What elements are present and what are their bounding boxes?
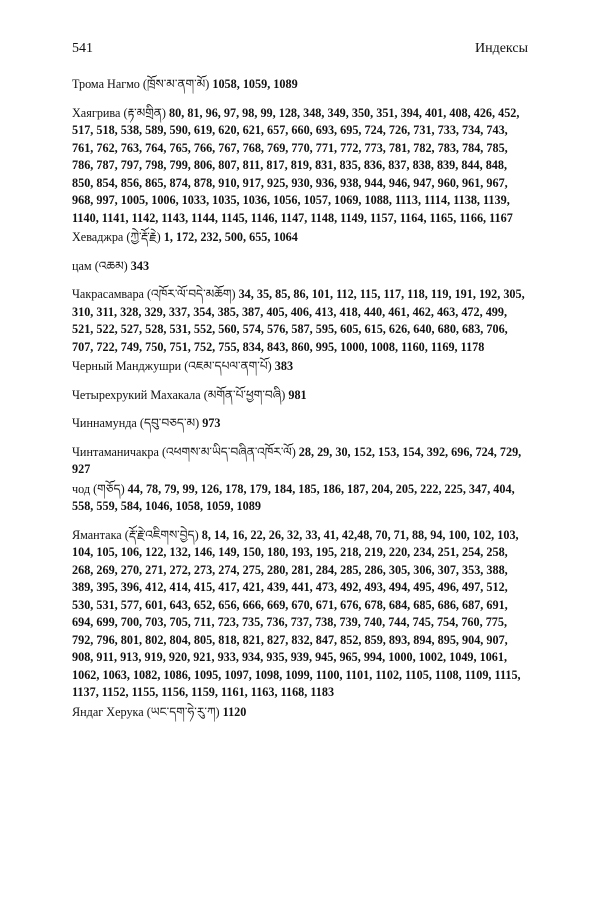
- entry-pages: 973: [202, 416, 221, 430]
- entry-term: Черный Манджушри (འཇམ་དཔལ་ནག་པོ): [72, 359, 272, 373]
- entry-term: Ямантака (རྡོ་རྗེ་འཇིགས་བྱེད): [72, 527, 199, 542]
- entry-term: Чиннамунда (དབུ་བཅད་མ): [72, 416, 200, 430]
- entry-pages: 343: [130, 258, 150, 273]
- entry-term: Четырехрукий Махакала (མགོན་པོ་ཕྱག་བཞི): [72, 387, 286, 402]
- page-number: 541: [72, 41, 93, 56]
- index-entry: [72, 415, 528, 433]
- entry-pages: 1058, 1059, 1089: [212, 77, 298, 91]
- index-entry: [72, 229, 528, 247]
- index-entry: [72, 286, 528, 356]
- index-entry: [72, 76, 528, 94]
- index-entry: [72, 358, 528, 376]
- entry-term: Чакрасамвара (འཁོར་ལོ་བདེ་མཆོག): [72, 287, 236, 301]
- entry-pages: 383: [274, 359, 294, 373]
- index-entry: [72, 387, 528, 405]
- index-entry: [72, 105, 528, 228]
- section-title: Индексы: [474, 41, 528, 56]
- entry-term: Хаягрива (རྟ་མགྲིན): [72, 105, 166, 120]
- index-entry: [72, 704, 528, 722]
- index-entry: [72, 444, 528, 479]
- entry-pages: 1120: [222, 704, 247, 719]
- entry-term: Чинтаманичакра (འཕགས་མ་ཡིད་བཞིན་འཁོར་ལོ): [72, 444, 296, 459]
- entry-pages: 1, 172, 232, 500, 655, 1064: [163, 230, 298, 244]
- index-entry: [72, 527, 528, 702]
- index-entry: [72, 258, 528, 276]
- entry-term: Трома Нагмо (ཁྲོས་མ་ནག་མོ): [72, 77, 210, 91]
- entry-pages: 44, 78, 79, 99, 126, 178, 179, 184, 185, 186, 187, 204, 205, 222, 225, 347, 404, 558, 559, 584, 1046, 1058, 1059, 1089: [72, 481, 515, 513]
- entry-term: Яндаг Херука (ཡང་དག་ཧེ་རུ་ཀ): [72, 704, 220, 719]
- entry-term: цам (འཆམ): [72, 258, 128, 273]
- entry-pages: 981: [288, 387, 307, 402]
- index-entries: [72, 76, 528, 721]
- entry-term: чод (གཅོད): [72, 481, 125, 496]
- entry-pages: 28, 29, 30, 152, 153, 154, 392, 696, 724, 729, 927: [72, 444, 522, 476]
- entry-pages: 8, 14, 16, 22, 26, 32, 33, 41, 42,48, 70, 71, 88, 94, 100, 102, 103, 104, 105, 106, 122, 132, 146, 149, 150, 180, 193, 195, 218, 219, 220, 234, 251, 254, 258, 268, 269, 270, 271, 272, 273, 274, 275, 280, 281, 284, 285, 286, 305, 306, 307, 353, 388, 389, 395, 396, 412, 414, 415, 417, 421, 439, 441, 473, 492, 493, 494, 495, 496, 497, 512, 530, 531, 577, 601, 643, 652, 656, 666, 669, 670, 671, 676, 678, 684, 685, 686, 687, 691, 694, 699, 700, 703, 705, 711, 723, 735, 736, 737, 738, 739, 740, 744, 745, 754, 760, 775, 792, 796, 801, 802, 804, 805, 818, 821, 827, 832, 847, 852, 859, 893, 894, 895, 904, 907, 908, 911, 913, 919, 920, 921, 933, 934, 935, 939, 945, 965, 994, 1000, 1002, 1049, 1061, 1062, 1063, 1082, 1086, 1095, 1097, 1098, 1099, 1100, 1101, 1102, 1105, 1108, 1109, 1115, 1137, 1152, 1155, 1156, 1159, 1161, 1163, 1168, 1183: [72, 527, 521, 699]
- entry-pages: 80, 81, 96, 97, 98, 99, 128, 348, 349, 350, 351, 394, 401, 408, 426, 452, 517, 518, 538, 589, 590, 619, 620, 621, 657, 660, 693, 695, 724, 726, 731, 733, 734, 743, 761, 762, 763, 764, 765, 766, 767, 768, 769, 770, 771, 772, 773, 781, 782, 783, 784, 785, 786, 787, 797, 798, 799, 806, 807, 811, 817, 819, 831, 835, 836, 837, 838, 839, 844, 848, 850, 854, 856, 865, 874, 878, 910, 917, 925, 930, 936, 938, 944, 946, 947, 960, 961, 967, 968, 997, 1005, 1006, 1033, 1035, 1036, 1056, 1057, 1069, 1088, 1113, 1114, 1138, 1139, 1140, 1141, 1142, 1143, 1144, 1145, 1146, 1147, 1148, 1149, 1157, 1164, 1165, 1166, 1167: [72, 105, 520, 225]
- entry-pages: 34, 35, 85, 86, 101, 112, 115, 117, 118, 119, 191, 192, 305, 310, 311, 328, 329, 337, 354, 385, 387, 405, 406, 413, 418, 440, 461, 462, 463, 472, 499, 521, 522, 527, 528, 531, 552, 560, 574, 576, 587, 595, 605, 615, 626, 640, 680, 683, 706, 707, 722, 749, 750, 751, 752, 755, 834, 843, 860, 995, 1000, 1008, 1160, 1169, 1178: [72, 287, 525, 354]
- running-head: [72, 40, 528, 58]
- index-page: [72, 40, 528, 732]
- index-entry: [72, 481, 528, 516]
- entry-term: Хеваджра (ཀྱེ་རྡོ་རྗེ): [72, 230, 161, 244]
